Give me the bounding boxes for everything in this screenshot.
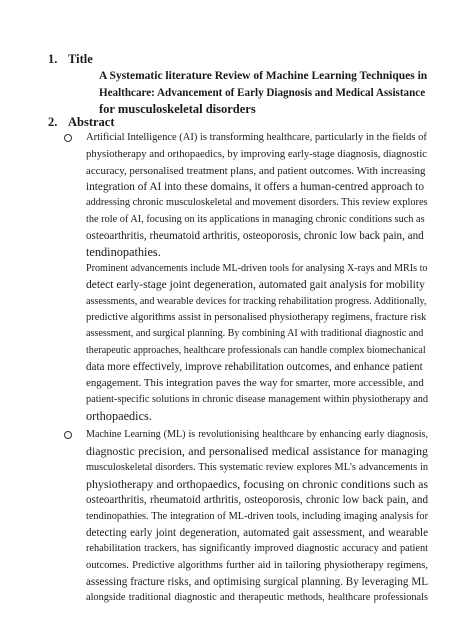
text-line: accuracy, personalised treatment plans, and patient outcomes. With increasing xyxy=(86,164,426,177)
text-line: osteoarthritis, rheumatoid arthritis, osteoporosis, chronic low back pain, and xyxy=(86,494,428,507)
title-line: for musculoskeletal disorders xyxy=(99,102,256,116)
text-line: assessment, and surgical planning. By combining AI with traditional diagnostic and xyxy=(86,328,424,340)
text-line: data more effectively, improve rehabilitation outcomes, and enhance patient xyxy=(86,361,423,374)
text-line: physiotherapy and orthopaedics, focusing on chronic conditions such as xyxy=(86,477,428,492)
section-heading-title xyxy=(48,51,93,67)
text-line: the role of AI, focusing on its applications in managing chronic conditions such as xyxy=(86,213,425,225)
text-line: therapeutic approaches, healthcare professionals can handle complex biomechanical xyxy=(86,344,426,356)
text-line: engagement. This integration paves the way for smarter, more accessible, and xyxy=(86,377,424,390)
section-heading-abstract xyxy=(48,114,115,130)
bullet-marker xyxy=(64,134,72,142)
text-line: outcomes. Predictive algorithms further aid in tailoring physiotherapy regimens, xyxy=(86,559,428,571)
text-line: Machine Learning (ML) is revolutionising healthcare by enhancing early diagnosis, xyxy=(86,429,428,440)
abstract-paragraph-1 xyxy=(86,130,428,261)
bullet-marker xyxy=(64,431,72,439)
section-number: 2. xyxy=(48,115,58,129)
text-line: integration of AI into these domains, it offers a human-centred approach to xyxy=(86,181,424,194)
text-line: Artificial Intelligence (AI) is transforming healthcare, particularly in the fields of xyxy=(86,132,427,143)
title-line: Healthcare: Advancement of Early Diagnosis and Medical Assistance xyxy=(99,86,426,99)
text-line: assessing fracture risks, and optimising surgical planning. By leveraging ML xyxy=(86,576,428,589)
text-line: orthopaedics. xyxy=(86,409,152,424)
text-line: rehabilitation trackers, has significantly improved diagnostic accuracy and patient xyxy=(86,543,428,555)
abstract-paragraph-2 xyxy=(86,261,428,424)
text-line: patient-specific solutions in chronic disease management within physiotherapy and xyxy=(86,393,428,405)
section-label: Abstract xyxy=(68,115,115,129)
text-line: tendinopathies. The integration of ML-driven tools, including imaging analysis for xyxy=(86,510,428,522)
text-line: tendinopathies. xyxy=(86,245,161,260)
text-line: physiotherapy and orthopaedics, by improving early-stage diagnosis, diagnostic xyxy=(86,148,428,161)
text-line: diagnostic precision, and personalised medical assistance for managing xyxy=(86,444,428,459)
paper-title xyxy=(99,68,429,118)
abstract-paragraph-3 xyxy=(86,427,428,607)
text-line: musculoskeletal disorders. This systematic review explores ML's advancements in xyxy=(86,461,428,473)
text-line: osteoarthritis, rheumatoid arthritis, osteoporosis, chronic low back pain, and xyxy=(86,230,424,243)
text-line: alongside traditional diagnostic and therapeutic methods, healthcare professionals xyxy=(86,592,428,604)
text-line: Prominent advancements include ML-driven tools for analysing X-rays and MRIs to xyxy=(86,263,428,274)
section-label: Title xyxy=(68,52,93,66)
text-line: detecting early joint degeneration, automated gait assessment, and wearable xyxy=(86,527,428,540)
section-number: 1. xyxy=(48,52,58,66)
text-line: detect early-stage joint degeneration, automated gait analysis for mobility xyxy=(86,279,425,292)
text-line: predictive algorithms assist in personalised physiotherapy regimens, fracture risk xyxy=(86,312,427,324)
text-line: addressing chronic musculoskeletal and movement disorders. This review explores xyxy=(86,197,428,209)
title-line: A Systematic literature Review of Machine Learning Techniques in xyxy=(99,70,428,82)
text-line: assessments, and wearable devices for tracking rehabilitation progress. Additionally, xyxy=(86,295,427,307)
